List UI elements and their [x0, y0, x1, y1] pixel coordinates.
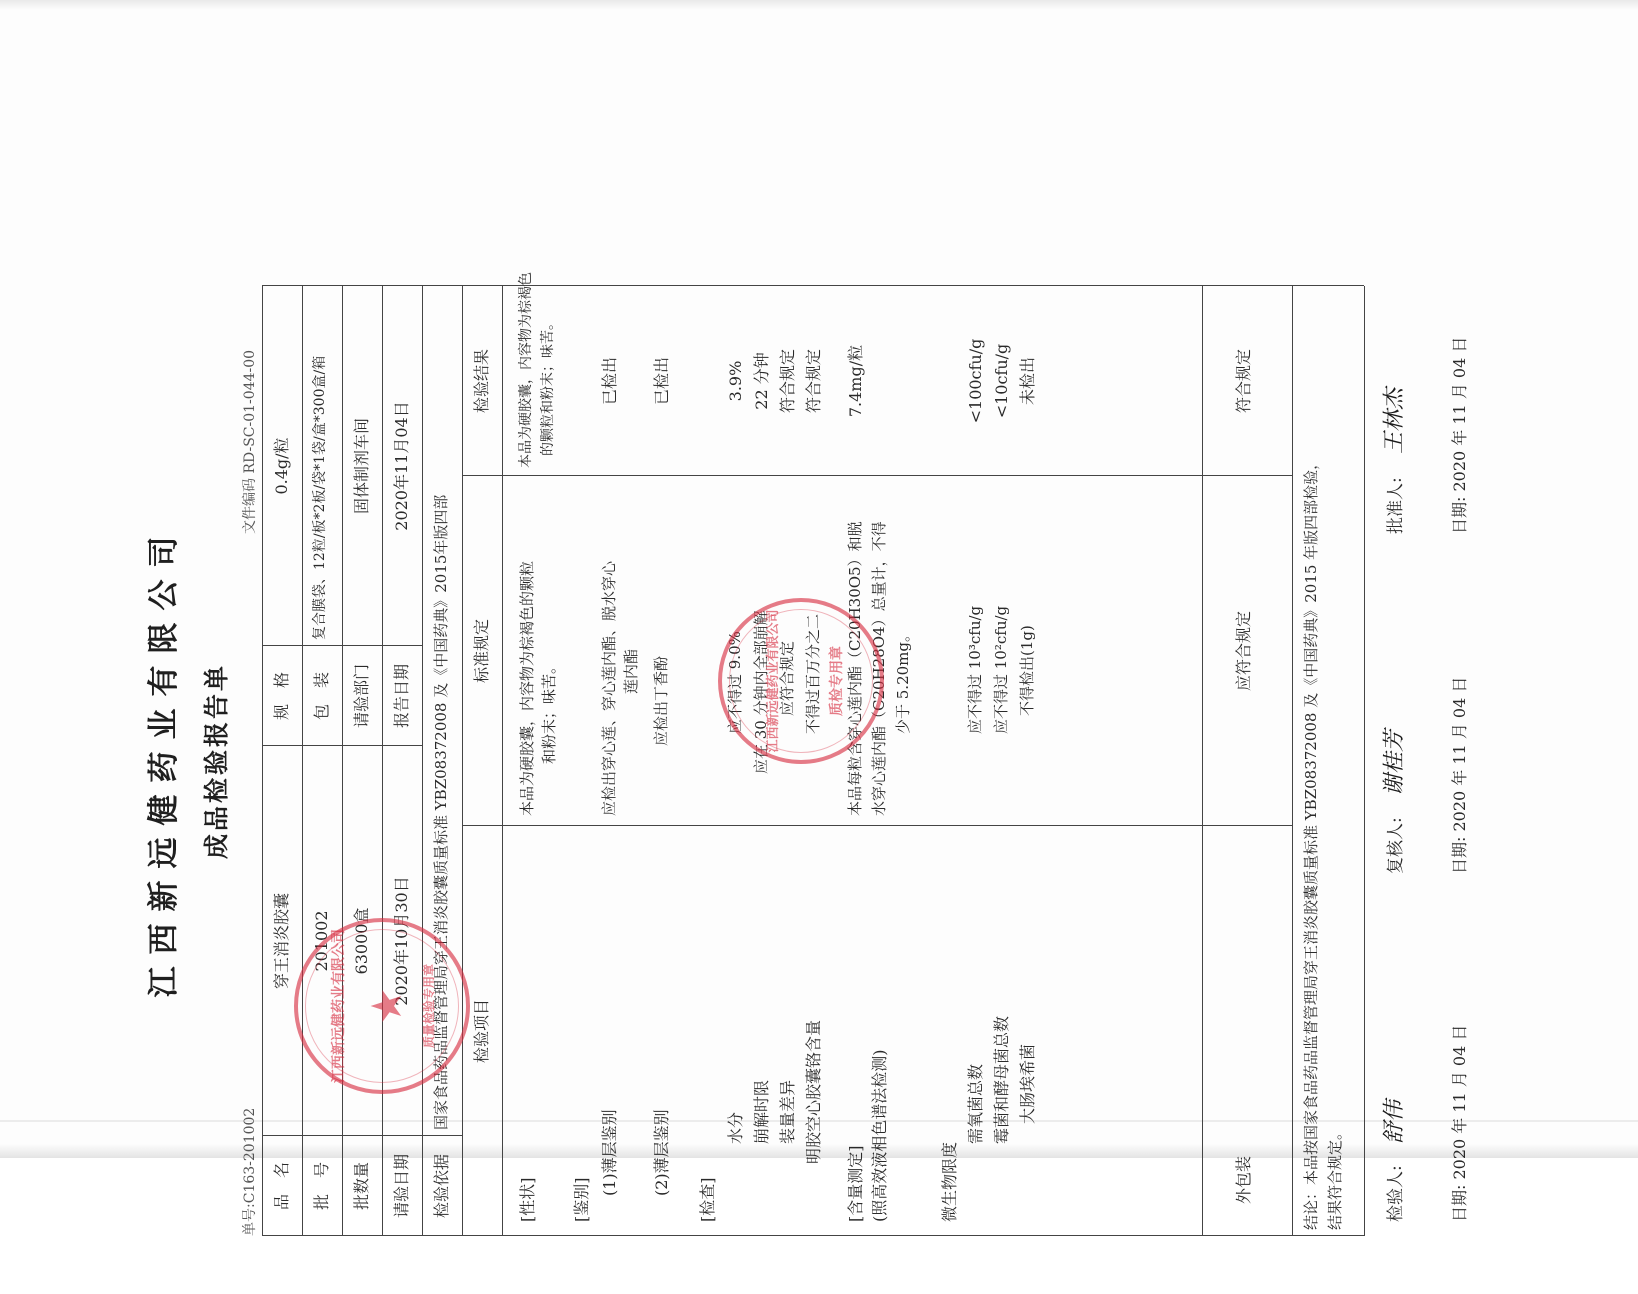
table-top-border [262, 286, 263, 1236]
label-report-date: 报告日期 [392, 664, 411, 729]
col-header-standard: 标准规定 [472, 619, 491, 684]
section-identification: [鉴别] [572, 1177, 591, 1222]
assay-result: 7.4mg/粒 [846, 344, 865, 418]
approver-signature: 王林杰 [1382, 387, 1407, 454]
col-header-item: 检验项目 [472, 999, 491, 1064]
value-request-date: 2020年10月30日 [392, 876, 411, 1006]
scan-edge-top [0, 0, 1638, 10]
label-package: 包 装 [312, 672, 331, 721]
mold-standard: 应不得过 10²cfu/g [992, 605, 1010, 734]
company-name: 江西新远健药业有限公司 [146, 524, 182, 998]
value-basis: 国家食品药品监督管理局穿王消炎胶囊质量标准 YBZ08372008 及《中国药典》2015年版四部 [432, 494, 450, 1130]
file-code: 文件编码 RD-SC-01-044-00 [242, 349, 258, 534]
reviewer-label: 复核人: [1386, 817, 1406, 874]
water-item: 水分 [726, 1111, 745, 1144]
assay-standard-2: 水穿心莲内酯（C20H28O4）总量计，不得 [870, 521, 888, 816]
approver-label: 批准人: [1386, 477, 1406, 534]
conclusion-line-1: 结论：本品按国家食品药品监督管理局穿王消炎胶囊质量标准 YBZ08372008 及《中国药典》2015 年版四部检验， [1302, 454, 1320, 1230]
water-standard: 应不得过 9.0% [726, 631, 744, 734]
chromium-standard: 不得过百万分之二 [804, 613, 822, 734]
approver-date: 日期: 2020 年 11 月 04 日 [1450, 336, 1469, 534]
reviewer-signature: 谢桂芳 [1382, 729, 1407, 796]
assay-standard-1: 本品每粒含穿心莲内酯（C20H30O5）和脱 [846, 521, 864, 816]
value-request-dept: 固体制剂车间 [352, 418, 371, 515]
ident-tlc-1-result: 已检出 [600, 357, 619, 406]
inspection-seal-stamp [718, 598, 884, 764]
disintegration-result: 22 分钟 [752, 352, 771, 410]
inspector-date: 日期: 2020 年 11 月 04 日 [1450, 1024, 1469, 1222]
ecoli-standard: 不得检出(1g) [1018, 625, 1036, 716]
reviewer-date: 日期: 2020 年 11 月 04 日 [1450, 676, 1469, 874]
label-request-date: 请验日期 [392, 1154, 411, 1219]
col-header-result: 检验结果 [472, 349, 491, 414]
ident-tlc-1-item: (1)薄层鉴别 [600, 1109, 619, 1196]
label-request-dept: 请验部门 [352, 664, 371, 729]
disintegration-standard: 应在 30 分钟内全部崩解 [752, 610, 770, 774]
packaging-item: 外包装 [1234, 1155, 1253, 1204]
label-spec: 规 格 [272, 672, 291, 721]
label-product-name: 品 名 [272, 1162, 291, 1211]
aerobic-result: <100cfu/g [966, 338, 985, 424]
conclusion-line-2: 结果符合规定。 [1326, 1124, 1344, 1230]
stamp2-subtext: 质检专用章 [829, 646, 845, 716]
quality-seal-stamp [294, 918, 470, 1094]
ident-tlc-1-standard-2: 莲内酯 [622, 648, 640, 694]
assay-standard-3: 少于 5.20mg。 [894, 627, 912, 734]
assay-method: (照高效液相色谱法检测) [870, 1049, 889, 1222]
label-basis: 检验依据 [432, 1154, 451, 1219]
label-batch: 批 号 [312, 1162, 331, 1211]
aerobic-item: 需氧菌总数 [966, 1063, 985, 1144]
value-product-name: 穿王消炎胶囊 [272, 893, 291, 990]
section-microbe: 微生物限度 [940, 1141, 959, 1222]
table-left-border [262, 1235, 1364, 1236]
fill-variation-standard: 应符合规定 [778, 640, 796, 716]
ident-tlc-2-standard: 应检出丁香酚 [652, 655, 670, 746]
ident-tlc-2-item: (2)薄层鉴别 [652, 1109, 671, 1196]
value-spec: 0.4g/粒 [272, 437, 291, 495]
stamp2-text: 江西新远健药业有限公司 [766, 609, 781, 753]
appearance-result-1: 本品为硬胶囊，内容物为棕褐色 [518, 272, 534, 468]
disintegration-item: 崩解时限 [752, 1079, 771, 1144]
ecoli-item: 大肠埃希菌 [1018, 1043, 1037, 1124]
packaging-result: 符合规定 [1234, 349, 1253, 414]
rotated-report-sheet [104, 228, 1534, 1294]
inspector-label: 检验人: [1386, 1165, 1406, 1222]
water-result: 3.9% [726, 360, 745, 402]
label-quantity: 批数量 [352, 1162, 371, 1211]
fill-variation-result: 符合规定 [778, 349, 797, 414]
appearance-standard-1: 本品为硬胶囊，内容物为棕褐色的颗粒 [518, 560, 536, 816]
ident-tlc-2-result: 已检出 [652, 357, 671, 406]
value-quantity: 63000盒 [352, 907, 371, 975]
report-title: 成品检验报告单 [202, 663, 231, 860]
stamp1-subtext: 质量检验专用章 [422, 964, 436, 1049]
value-report-date: 2020年11月04日 [392, 401, 411, 531]
chromium-result: 符合规定 [804, 349, 823, 414]
inspector-signature: 舒伟 [1382, 1099, 1407, 1144]
table-bottom-border [1364, 286, 1365, 1236]
ecoli-result: 未检出 [1018, 357, 1037, 406]
mold-item: 霉菌和酵母菌总数 [992, 1015, 1011, 1144]
section-inspection: [检查] [698, 1177, 717, 1222]
packaging-standard: 应符合规定 [1234, 611, 1253, 692]
appearance-standard-2: 和粉末；味苦。 [540, 658, 558, 764]
stamp1-text: 江西新远健药业有限公司 [331, 929, 347, 1083]
mold-result: <10cfu/g [992, 343, 1011, 419]
aerobic-standard: 应不得过 10³cfu/g [966, 605, 984, 734]
value-package: 复合膜袋、12粒/板*2板/袋*1袋/盒*300盒/箱 [312, 355, 328, 640]
ident-tlc-1-standard-1: 应检出穿心莲、穿心莲内酯、脱水穿心 [600, 560, 618, 816]
doc-number: 单号:C163-201002 [242, 1107, 258, 1236]
fill-variation-item: 装量差异 [778, 1079, 797, 1144]
stamp-star-icon: ★ [362, 987, 411, 1025]
section-appearance: [性状] [518, 1177, 537, 1222]
chromium-item: 明胶空心胶囊铬含量 [804, 1019, 823, 1164]
section-assay: [含量测定] [846, 1145, 865, 1222]
value-batch: 201002 [312, 910, 331, 972]
appearance-result-2: 的颗粒和粉末；味苦。 [540, 316, 556, 456]
